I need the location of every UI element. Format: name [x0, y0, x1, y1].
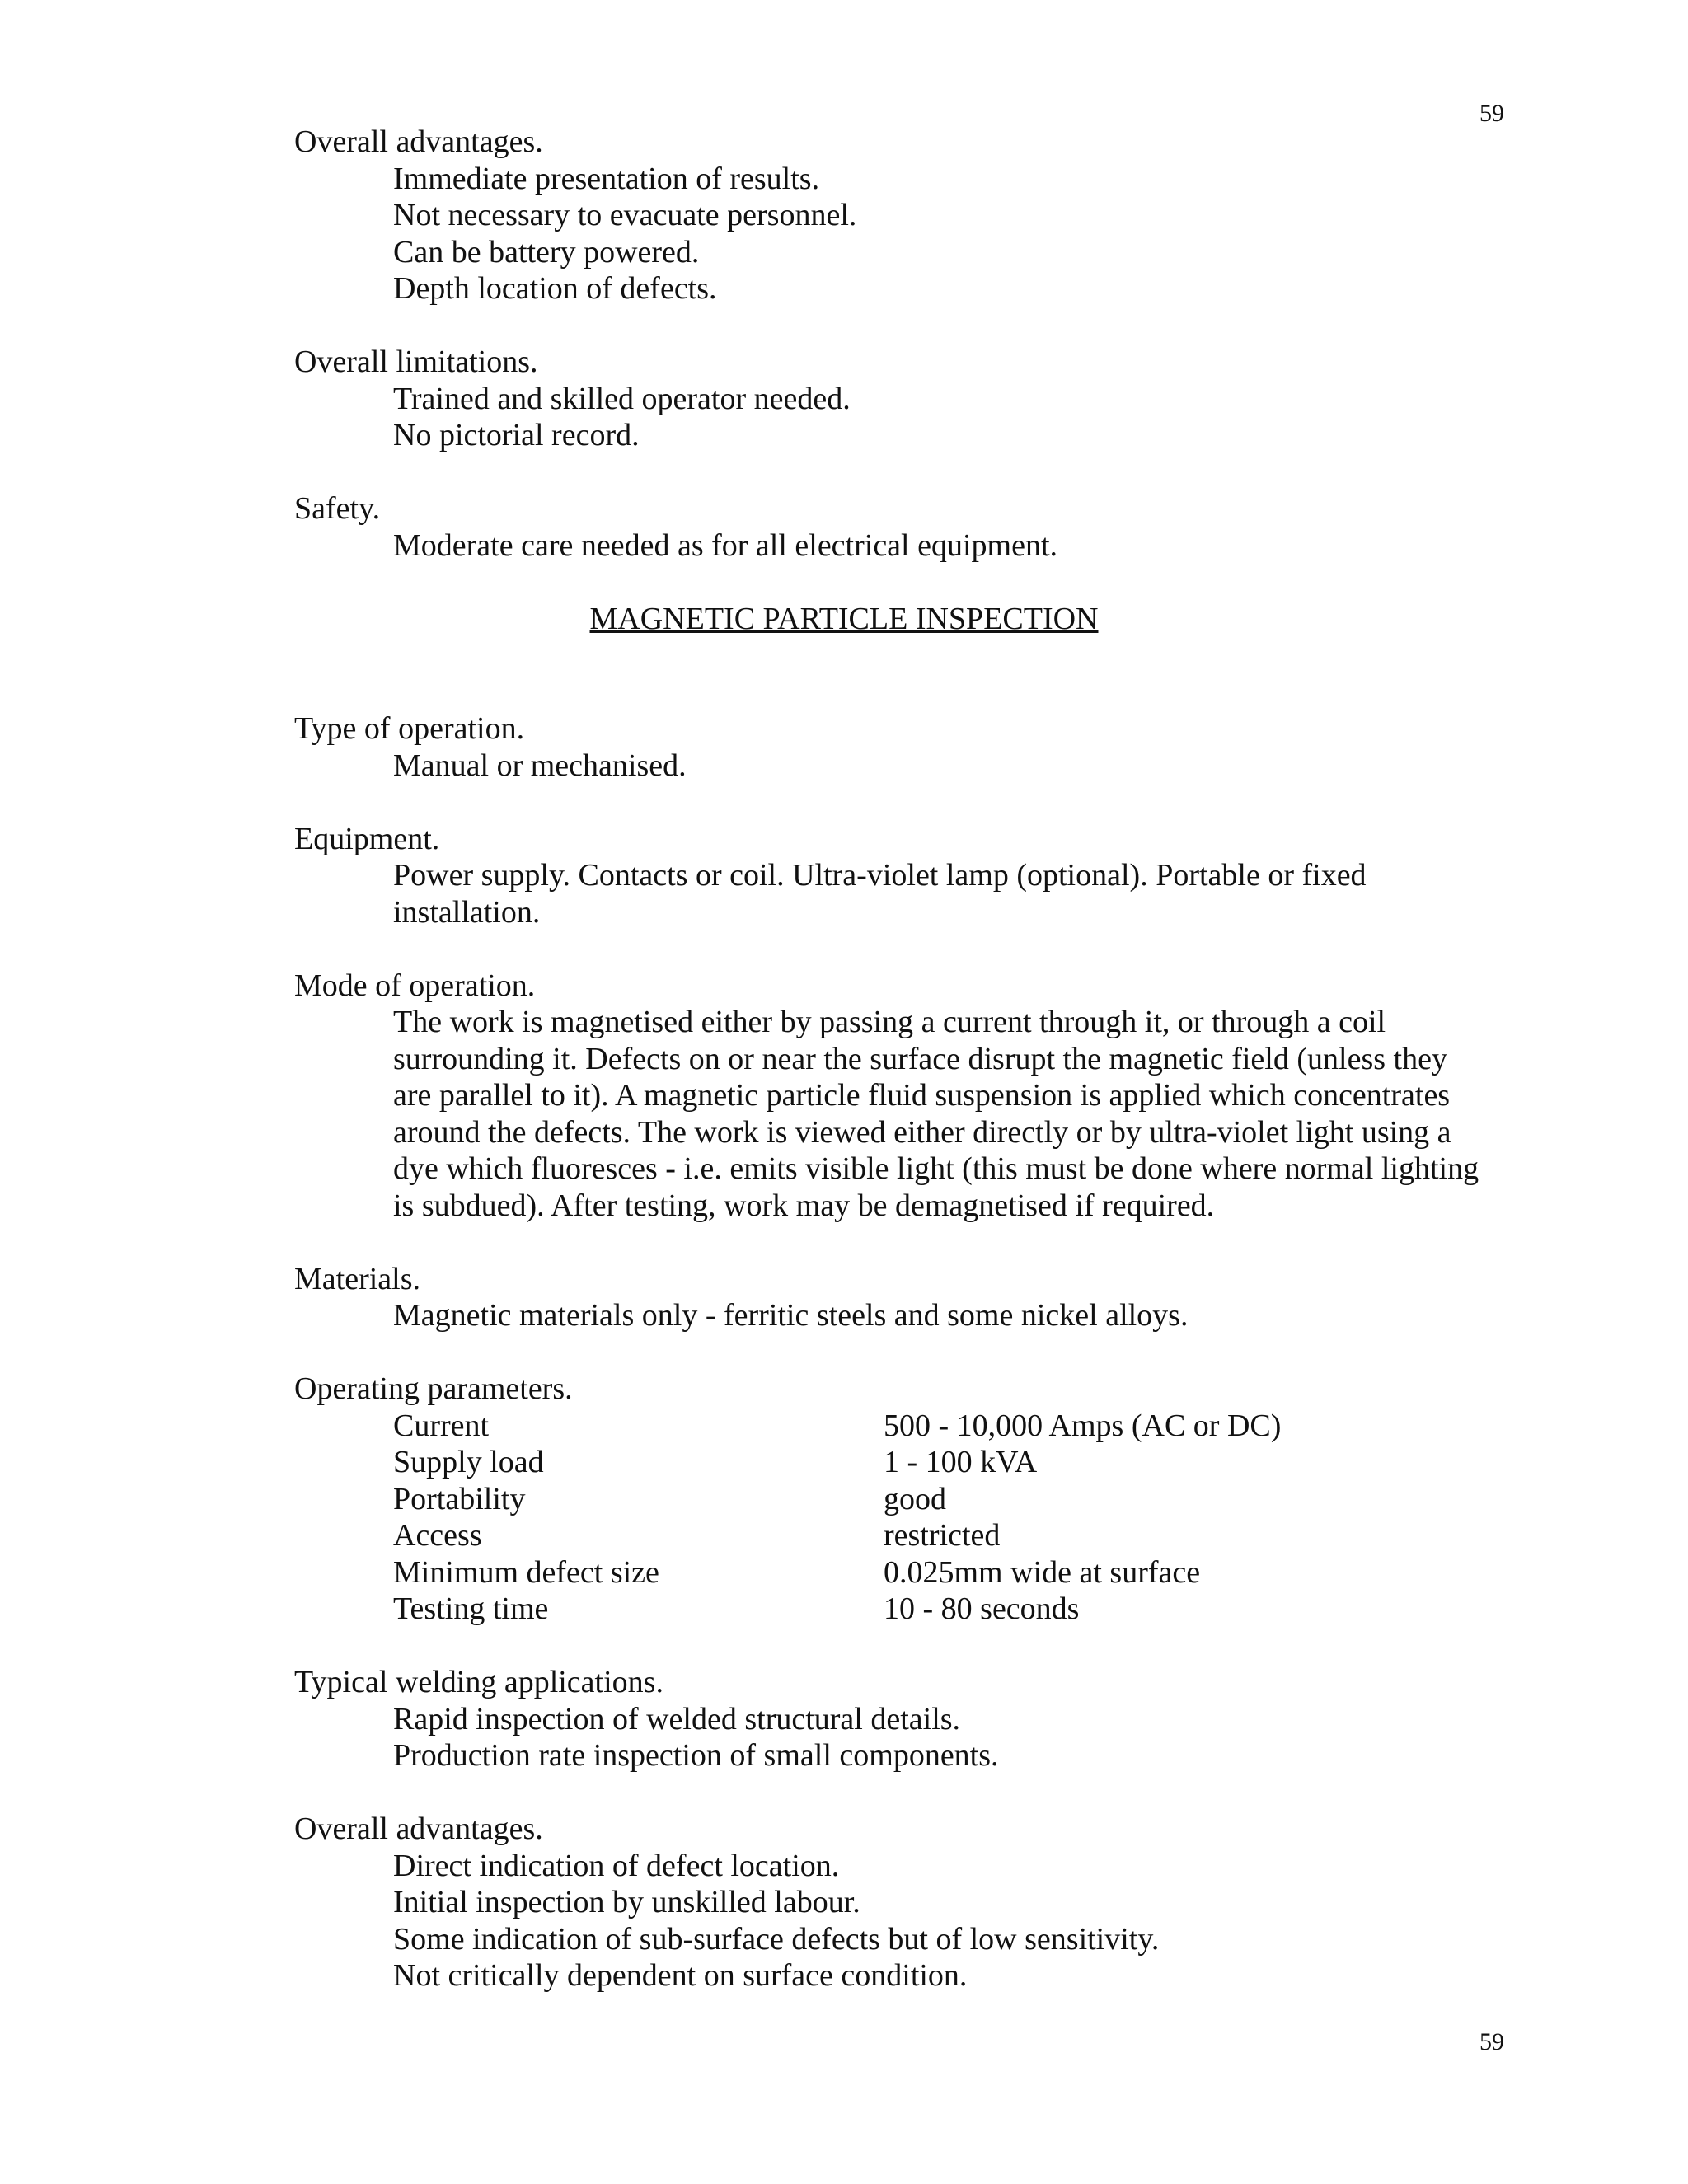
equipment-section: [294, 821, 1514, 931]
table-row: [393, 1481, 1514, 1518]
section-heading: Type of operation.: [294, 711, 525, 746]
section-heading: Overall limitations.: [294, 344, 538, 379]
advantages-list: [393, 161, 1514, 307]
table-row: [393, 1408, 1514, 1445]
list-item: Not necessary to evacuate personnel.: [393, 198, 857, 232]
list-item: Depth location of defects.: [393, 271, 717, 306]
page-number-top: 59: [1479, 100, 1504, 127]
section-body: [393, 1004, 1514, 1224]
body-text: Manual or mechanised.: [393, 748, 687, 783]
mode-of-operation-section: [294, 968, 1514, 1225]
param-label: Current: [393, 1408, 490, 1443]
section-body: [393, 1297, 1514, 1334]
param-label: Testing time: [393, 1591, 549, 1626]
body-text: Magnetic materials only - ferritic steels and some nickel alloys.: [393, 1298, 1189, 1333]
param-label: Access: [393, 1518, 482, 1553]
page-number-bottom: 59: [1479, 2028, 1504, 2055]
table-row: [393, 1517, 1514, 1554]
parameters-table: [393, 1408, 1514, 1628]
list-item: Moderate care needed as for all electrical equipment.: [393, 527, 1058, 563]
type-of-operation-section: [294, 710, 1514, 784]
param-value: 10 - 80 seconds: [884, 1591, 1080, 1626]
param-label: Minimum defect size: [393, 1554, 659, 1590]
list-item: Immediate presentation of results.: [393, 161, 820, 196]
body-line: is subdued). After testing, work may be demagnetised if required.: [393, 1188, 1215, 1223]
body-line: Power supply. Contacts or coil. Ultra-violet lamp (optional). Portable or fixed: [393, 858, 1367, 893]
section-body: [393, 857, 1514, 930]
param-value: 1 - 100 kVA: [884, 1445, 1038, 1479]
table-row: [393, 1444, 1514, 1481]
page-content: [294, 124, 1514, 2031]
section-heading: Operating parameters.: [294, 1371, 573, 1406]
list-item: Direct indication of defect location.: [393, 1848, 840, 1883]
param-label: Portability: [393, 1481, 526, 1516]
mpi-advantages-section: [294, 1811, 1514, 1994]
body-line: are parallel to it). A magnetic particle fluid suspension is applied which concentrates: [393, 1078, 1451, 1113]
param-value: 0.025mm wide at surface: [884, 1554, 1201, 1590]
body-line: surrounding it. Defects on or near the surface disrupt the magnetic field (unless they: [393, 1041, 1447, 1076]
section-title-text: MAGNETIC PARTICLE INSPECTION: [589, 601, 1099, 636]
param-label: Supply load: [393, 1445, 544, 1479]
body-line: around the defects. The work is viewed either directly or by ultra-violet light using a: [393, 1114, 1451, 1150]
advantages-list: [393, 1848, 1514, 1994]
section-heading: Mode of operation.: [294, 968, 536, 1003]
previous-safety-section: [294, 490, 1514, 564]
param-value: 500 - 10,000 Amps (AC or DC): [884, 1408, 1282, 1443]
applications-list: [393, 1701, 1514, 1774]
body-line: The work is magnetised either by passing a current through it, or through a coil: [393, 1005, 1386, 1039]
list-item: Initial inspection by unskilled labour.: [393, 1885, 860, 1919]
table-row: [393, 1591, 1514, 1628]
list-item: No pictorial record.: [393, 418, 640, 452]
previous-advantages-section: [294, 124, 1514, 307]
table-row: [393, 1554, 1514, 1591]
param-value: good: [884, 1481, 946, 1516]
list-item: Can be battery powered.: [393, 234, 700, 269]
section-body: [393, 748, 1514, 785]
safety-list: [393, 527, 1514, 565]
param-value: restricted: [884, 1518, 1001, 1553]
section-heading: Overall advantages.: [294, 1811, 543, 1846]
body-line: dye which fluoresces - i.e. emits visible light (this must be done where normal lighting: [393, 1151, 1479, 1186]
section-title: [0, 601, 1688, 638]
list-item: Trained and skilled operator needed.: [393, 381, 851, 416]
list-item: Some indication of sub-surface defects but of low sensitivity.: [393, 1921, 1160, 1957]
previous-limitations-section: [294, 344, 1514, 454]
limitations-list: [393, 381, 1514, 454]
materials-section: [294, 1261, 1514, 1334]
section-heading: Equipment.: [294, 821, 440, 856]
section-heading: Materials.: [294, 1261, 421, 1296]
list-item: Not critically dependent on surface condition.: [393, 1958, 968, 1993]
body-line: installation.: [393, 894, 541, 930]
typical-applications-section: [294, 1664, 1514, 1774]
section-heading: Typical welding applications.: [294, 1665, 663, 1699]
operating-parameters-section: [294, 1371, 1514, 1628]
list-item: Rapid inspection of welded structural details.: [393, 1701, 961, 1736]
section-heading: Overall advantages.: [294, 124, 543, 159]
section-heading: Safety.: [294, 491, 381, 526]
list-item: Production rate inspection of small components.: [393, 1738, 999, 1773]
